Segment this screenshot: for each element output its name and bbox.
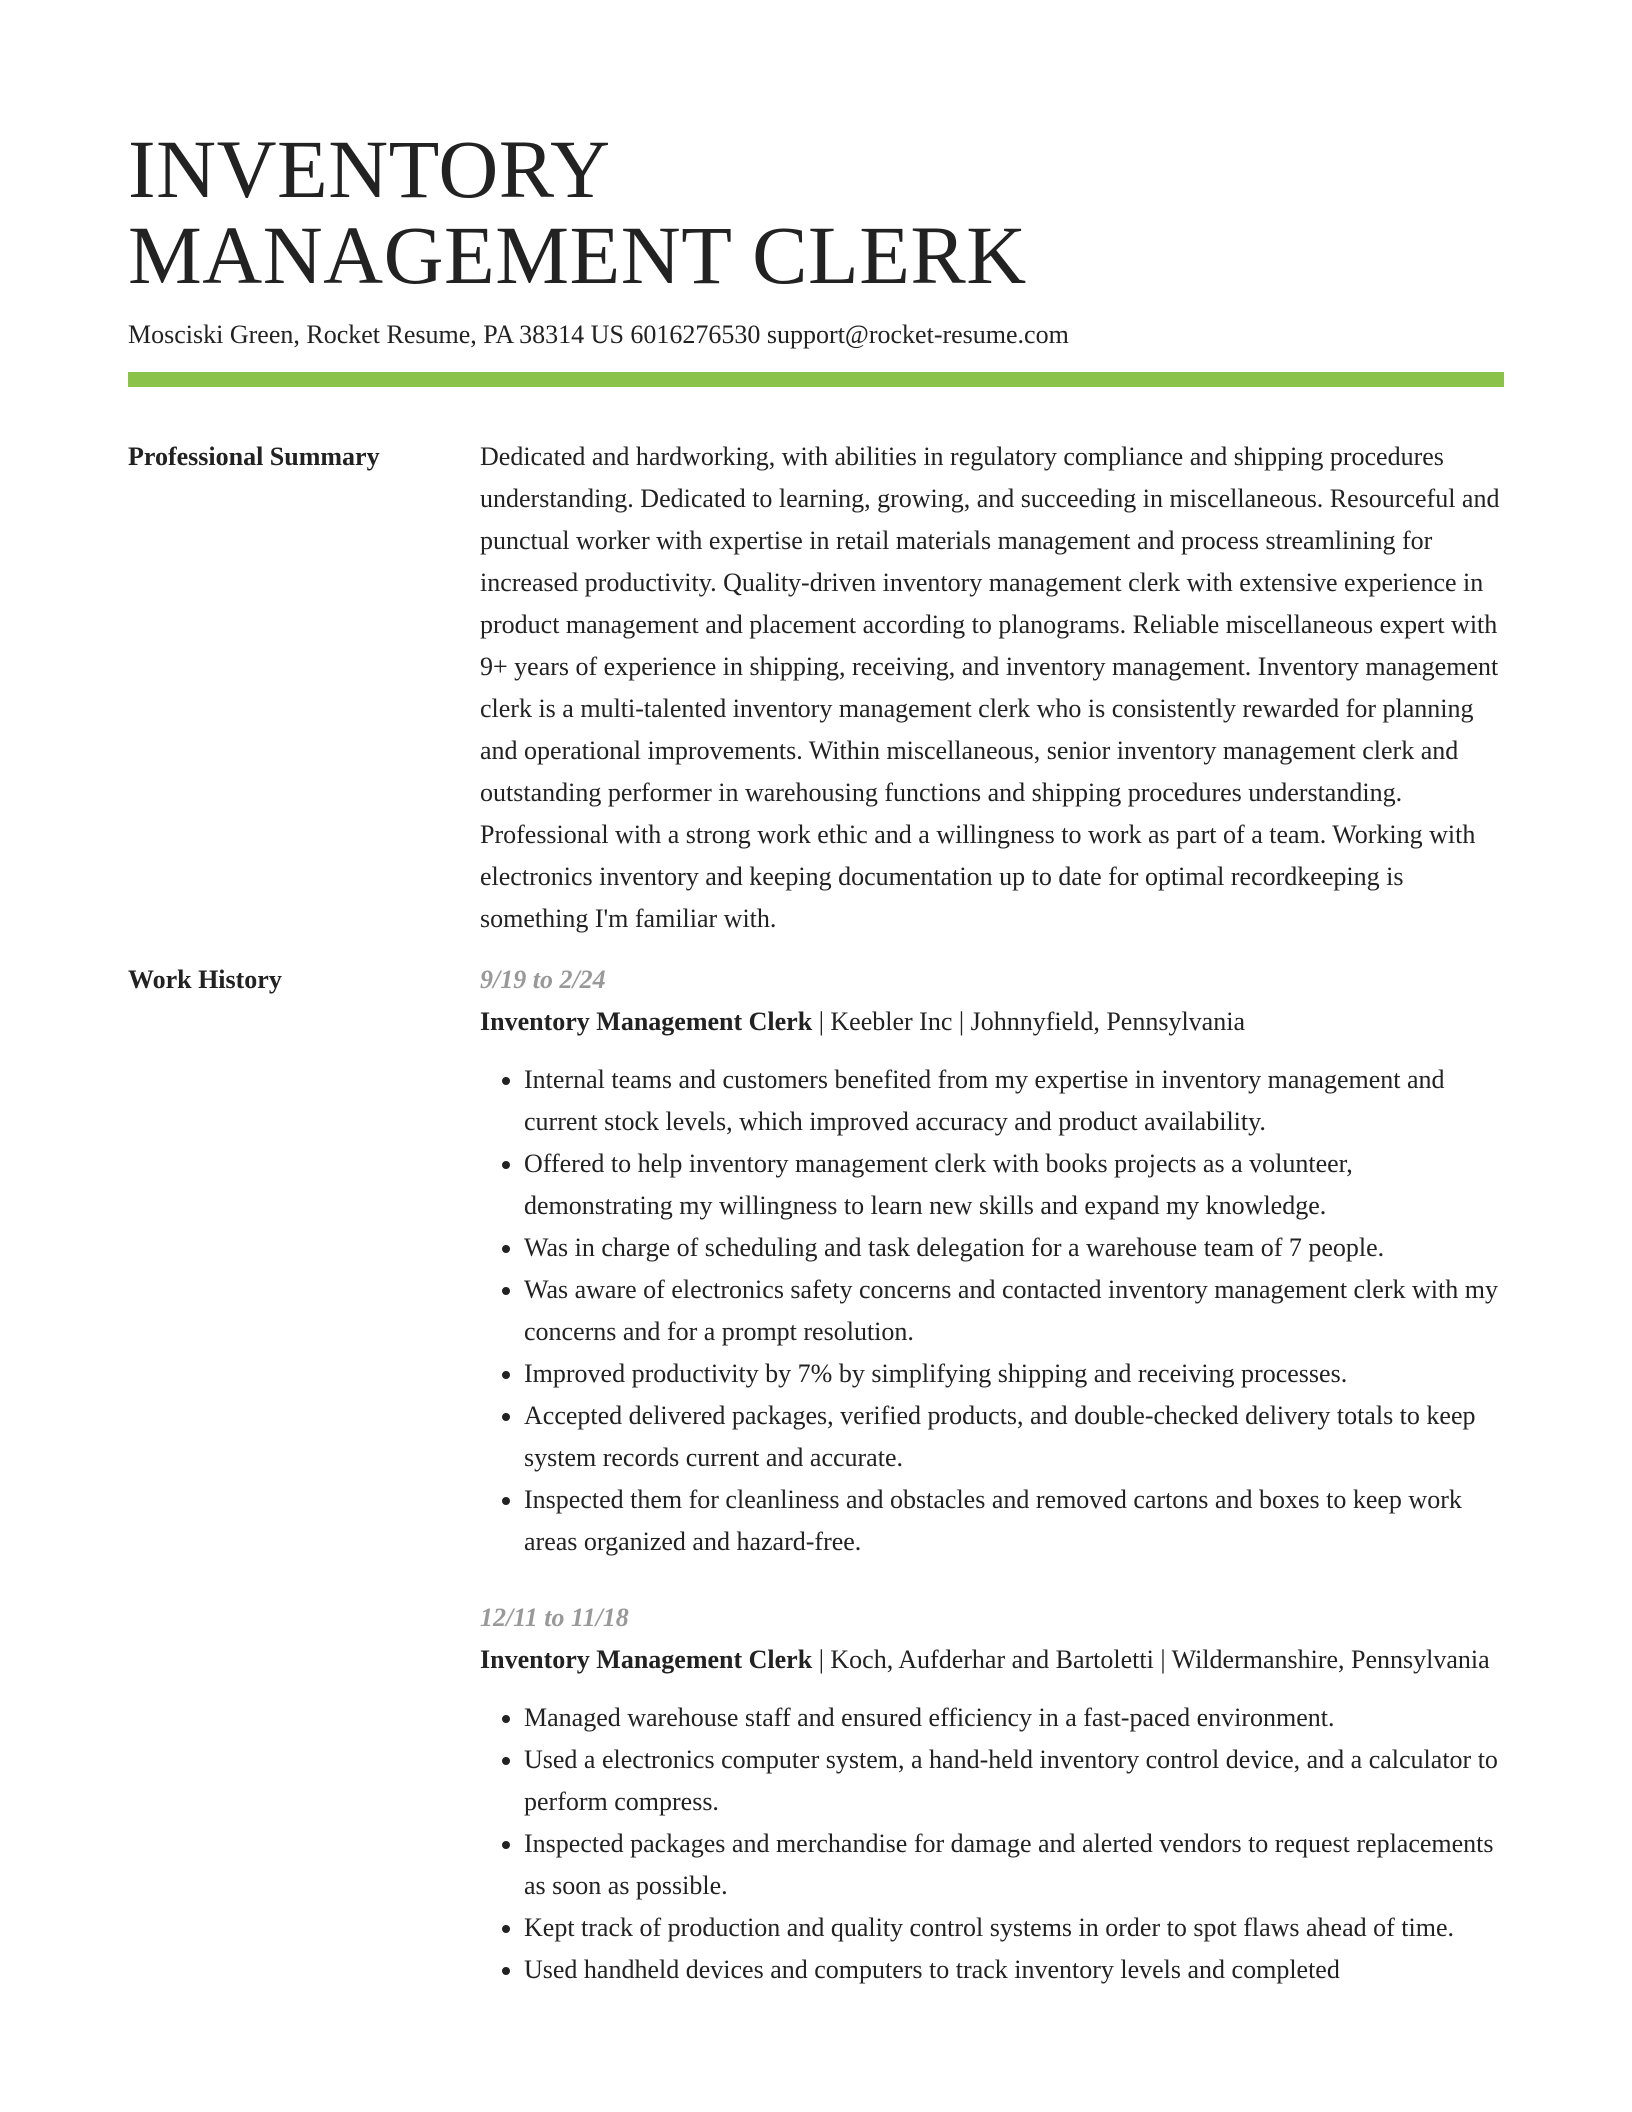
job-details: | Keebler Inc | Johnnyfield, Pennsylvania: [812, 1007, 1245, 1036]
section-label-summary: Professional Summary: [128, 442, 380, 471]
job-bullet: • Used a electronics computer system, a hand-held inventory control device, and a calculator to perform compress.: [524, 1739, 1504, 1823]
summary-text: Dedicated and hardworking, with abilities in regulatory compliance and shipping procedures understanding. Dedicated to learning, growing, and succeeding in miscellaneous. Resourceful and punctual worker with expertise in retail materials management and process streamlining for increased productivity. Quality-driven inventory management clerk with extensive experience in product management and placement according to planograms. Reliable miscellaneous expert with 9+ years of experience in shipping, receiving, and inventory management. Inventory management clerk is a multi-talented inventory management clerk who is consistently rewarded for planning and operational improvements. Within miscellaneous, senior inventory management clerk and outstanding performer in warehousing functions and shipping procedures understanding. Professional with a strong work ethic and a willingness to work as part of a team. Working with electronics inventory and keeping documentation up to date for optimal recordkeeping is something I'm familiar with.: [480, 442, 1500, 933]
job-bullet: • Inspected them for cleanliness and obstacles and removed cartons and boxes to keep work areas organized and hazard-free.: [524, 1479, 1504, 1563]
summary-body: [480, 436, 1504, 940]
job-bullet: • Managed warehouse staff and ensured efficiency in a fast-paced environment.: [524, 1697, 1504, 1739]
job-dates: 12/11 to 11/18: [480, 1603, 629, 1632]
professional-summary-section: [128, 436, 1504, 940]
contact-info: Mosciski Green, Rocket Resume, PA 38314 US 6016276530 support@rocket-resume.com: [128, 320, 1069, 349]
title-line-1: INVENTORY: [128, 123, 611, 215]
job-bullet: • Used handheld devices and computers to track inventory levels and completed: [524, 1949, 1504, 1991]
job-heading: [480, 1639, 1504, 1681]
job-details: | Koch, Aufderhar and Bartoletti | Wildermanshire, Pennsylvania: [812, 1645, 1490, 1674]
accent-divider: [128, 372, 1504, 387]
job-bullet: • Offered to help inventory management clerk with books projects as a volunteer, demonstrating my willingness to learn new skills and expand my knowledge.: [524, 1143, 1504, 1227]
job-title: Inventory Management Clerk: [480, 1007, 813, 1036]
job-heading: [480, 1001, 1504, 1043]
job-bullet: • Improved productivity by 7% by simplifying shipping and receiving processes.: [524, 1353, 1504, 1395]
job-bullet: • Was aware of electronics safety concerns and contacted inventory management clerk with my concerns and for a prompt resolution.: [524, 1269, 1504, 1353]
job-bullet: • Was in charge of scheduling and task delegation for a warehouse team of 7 people.: [524, 1227, 1504, 1269]
job-bullet: • Kept track of production and quality control systems in order to spot flaws ahead of time.: [524, 1907, 1504, 1949]
job-bullet-list: [480, 1697, 1504, 1991]
job-bullet-list: [480, 1059, 1504, 1563]
title-line-2: MANAGEMENT CLERK: [128, 209, 1027, 301]
job-entry: [480, 1597, 1504, 1991]
job-bullet: • Internal teams and customers benefited from my expertise in inventory management and current stock levels, which improved accuracy and product availability.: [524, 1059, 1504, 1143]
job-bullet: • Inspected packages and merchandise for damage and alerted vendors to request replacements as soon as possible.: [524, 1823, 1504, 1907]
work-history-body: [480, 959, 1504, 2025]
job-title: Inventory Management Clerk: [480, 1645, 813, 1674]
resume-title: [128, 0, 1504, 301]
resume-page: [128, 0, 1504, 2025]
job-entry: [480, 959, 1504, 1563]
job-dates: 9/19 to 2/24: [480, 965, 606, 994]
work-history-section: [128, 959, 1504, 2025]
job-bullet: • Accepted delivered packages, verified products, and double-checked delivery totals to keep system records current and accurate.: [524, 1395, 1504, 1479]
section-label-work-history: Work History: [128, 965, 282, 994]
